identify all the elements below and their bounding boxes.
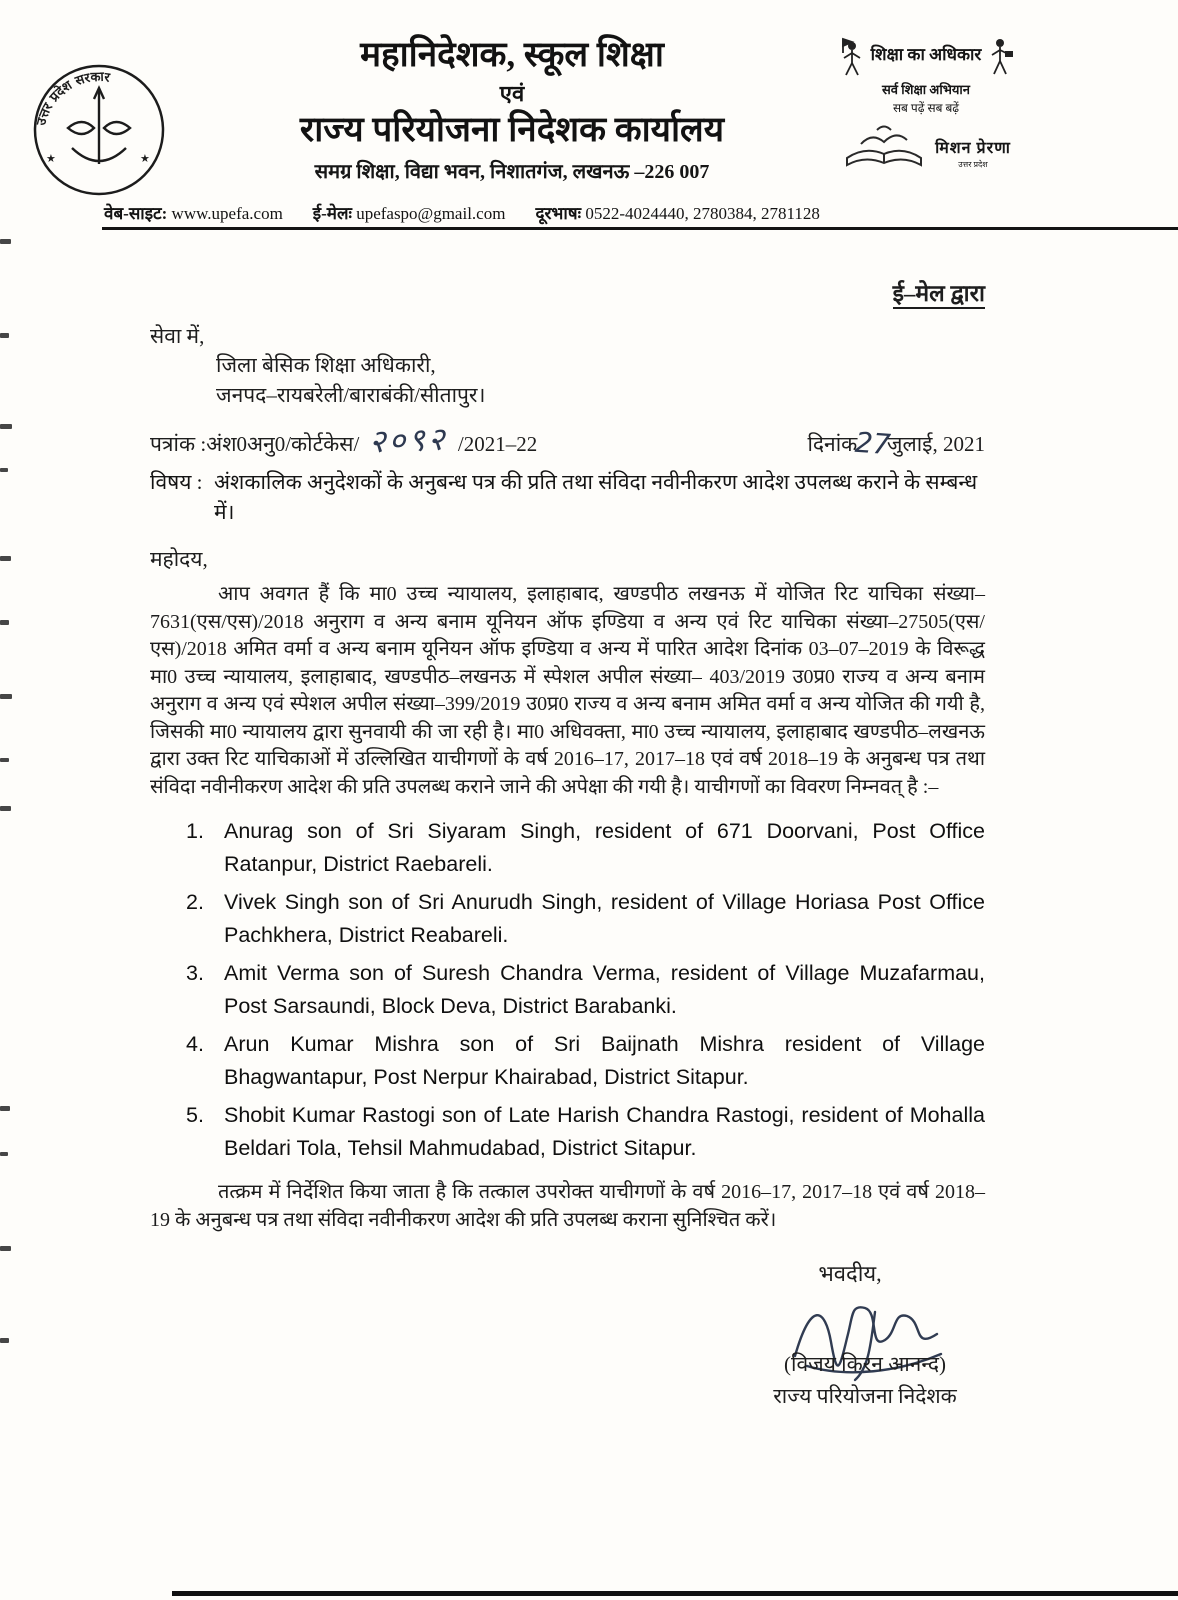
org-address: समग्र शिक्षा, विद्या भवन, निशातगंज, लखनऊ –226 007	[314, 161, 710, 184]
list-item-text: Amit Verma son of Suresh Chandra Verma, resident of Village Muzafarmau, Post Sarsaundi, Block Deva, District Barabanki.	[224, 961, 985, 1018]
mission-prerna-wordmark: मिशन प्रेरणा	[935, 140, 1011, 157]
list-item-text: Anurag son of Sri Siyaram Singh, resident of 671 Doorvani, Post Office Ratanpur, District Raebareli.	[224, 819, 985, 876]
list-item-text: Vivek Singh son of Sri Anurudh Singh, resident of Village Horiasa Post Office Pachkhera, District Reabareli.	[224, 890, 985, 947]
scan-artifact	[0, 239, 11, 244]
salutation: महोदय,	[150, 547, 208, 571]
phone-value: 0522-4024440, 2780384, 2781128	[585, 204, 820, 223]
scan-artifact	[0, 806, 11, 811]
letter-body	[0, 236, 1178, 1410]
ref-label: पत्रांक :अंश0अनु0/कोर्टकेस/	[150, 432, 360, 456]
phone-label: दूरभाषः	[535, 204, 582, 223]
emblem-star-left: ★	[46, 152, 56, 165]
list-item-number: 2.	[186, 890, 204, 914]
contact-line	[104, 201, 820, 224]
list-item	[186, 957, 985, 1023]
list-item-number: 5.	[186, 1103, 204, 1127]
scan-bottom-edge	[172, 1591, 1178, 1596]
letterhead-divider	[102, 227, 1178, 230]
delivery-mode: ई–मेल द्वारा	[893, 281, 985, 309]
rte-heading: शिक्षा का अधिकार	[870, 45, 982, 64]
scan-artifact	[0, 1152, 8, 1156]
scan-artifact	[0, 758, 9, 762]
ref-year: /2021–22	[457, 432, 538, 456]
email-label: ई-मेलः	[312, 204, 352, 223]
body-paragraph-2: तत्क्रम में निर्देशित किया जाता है कि तत्काल उपरोक्त याचीगणों के वर्ष 2016–17, 2017–18 एवं वर्ष 2018–19 के अनुबन्ध पत्र तथा संविदा नवीनीकरण आदेश की प्रति उपलब्ध कराना सुनिश्चित करें।	[150, 1181, 985, 1231]
list-item-text: Shobit Kumar Rastogi son of Late Harish Chandra Rastogi, resident of Mohalla Beldari Tola, Tehsil Mahmudabad, District Sitapur.	[224, 1103, 985, 1160]
list-item	[186, 1028, 985, 1094]
email-value: upefaspo@gmail.com	[356, 204, 506, 223]
list-item-number: 1.	[186, 819, 204, 843]
date-day-handwritten: 27	[854, 425, 893, 462]
scan-artifact	[0, 1338, 9, 1343]
subject-text: अंशकालिक अनुदेशकों के अनुबन्ध पत्र की प्रति तथा संविदा नवीनीकरण आदेश उपलब्ध कराने के सम्बन्ध में।	[214, 470, 978, 524]
reference-left	[150, 418, 537, 461]
body-paragraph-1: आप अवगत हैं कि मा0 उच्च न्यायालय, इलाहाबाद, खण्डपीठ लखनऊ में योजित रिट याचिका संख्या– 7631(एस/एस)/2018 अनुराग व अन्य बनाम यूनियन ऑफ इण्डिया व अन्य एवं रिट याचिका संख्या–27505(एस/एस)/2018 अमित वर्मा व अन्य बनाम यूनियन ऑफ इण्डिया व अन्य में पारित आदेश दिनांक 03–07–2019 के विरूद्ध मा0 उच्च न्यायालय, इलाहाबाद, खण्डपीठ–लखनऊ में स्पेशल अपील संख्या– 403/2019 उ0प्र0 राज्य व अन्य बनाम अनुराग व अन्य एवं स्पेशल अपील संख्या–399/2019 उ0प्र0 राज्य व अन्य बनाम अमित वर्मा व अन्य योजित की गयी है, जिसकी मा0 न्यायालय द्वारा सुनवायी की जा रही है। मा0 अधिवक्ता, मा0 उच्च न्यायालय, इलाहाबाद खण्डपीठ–लखनऊ द्वारा उक्त रिट याचिकाओं में उल्लिखित याचीगणों के वर्ष 2016–17, 2017–18 एवं वर्ष 2018–19 के अनुबन्ध पत्र तथा संविदा नवीनीकरण आदेश की प्रति उपलब्ध कराने जाने की अपेक्षा की गयी है। याचीगणों का विवरण निम्नवत् है :–	[150, 583, 985, 798]
date-group	[807, 425, 985, 462]
scan-artifact	[0, 556, 11, 561]
scan-artifact	[0, 1246, 11, 1251]
date-rest: जुलाई, 2021	[886, 432, 985, 456]
date-label: दिनांक	[807, 432, 858, 456]
rte-logo-block	[806, 36, 1046, 170]
up-government-emblem	[26, 48, 172, 208]
org-title-line2: राज्य परियोजना निदेशक कार्यालय	[299, 109, 725, 149]
signatory-title: राज्य परियोजना निदेशक	[773, 1384, 957, 1408]
closing-block	[745, 1258, 985, 1410]
emblem-star-right: ★	[140, 152, 150, 165]
reference-row	[150, 418, 985, 461]
list-item	[186, 1099, 985, 1165]
list-item-text: Arun Kumar Mishra son of Sri Baijnath Mishra resident of Village Bhagwantapur, Post Nerpur Khairabad, District Sitapur.	[224, 1032, 985, 1089]
child-with-flag-icon	[837, 36, 865, 78]
list-item-number: 3.	[186, 961, 204, 985]
website-value: www.upefa.com	[171, 204, 283, 223]
letterhead	[0, 0, 1178, 236]
org-title-conjunction: एवं	[499, 80, 525, 106]
scan-artifact	[0, 468, 8, 472]
closing-word: भवदीय,	[818, 1261, 882, 1286]
org-title-line1: महानिदेशक, स्कूल शिक्षा	[360, 35, 664, 74]
fish-and-bow-icon	[68, 88, 130, 164]
letterhead-org-block	[222, 34, 802, 184]
to-label: सेवा में,	[150, 324, 205, 348]
open-book-icon	[841, 120, 927, 170]
ref-number-handwritten: २०९२	[368, 419, 449, 461]
subject-row	[150, 467, 985, 527]
scan-artifact	[0, 620, 9, 625]
delivery-mode-row	[150, 276, 985, 308]
list-item-number: 4.	[186, 1032, 204, 1056]
mission-prerna-subtext: उत्तर प्रदेश	[958, 160, 988, 169]
subject-label: विषय :	[150, 470, 203, 494]
signatory-name: (विजय किरन आनन्द)	[784, 1352, 946, 1376]
addressee-line2: जनपद–रायबरेली/बाराबंकी/सीतापुर।	[216, 383, 486, 407]
addressee-line1: जिला बेसिक शिक्षा अधिकारी,	[216, 353, 436, 377]
list-item	[186, 815, 985, 881]
rte-subline1: सर्व शिक्षा अभियान	[882, 82, 970, 97]
scan-artifact	[0, 424, 12, 429]
rte-subline2: सब पढ़ें सब बढ़ें	[892, 101, 960, 115]
scan-artifact	[0, 333, 9, 338]
scan-artifact	[0, 1106, 10, 1111]
child-with-book-icon	[987, 36, 1015, 78]
scan-artifact	[0, 694, 12, 699]
emblem-arc-text: उत्तर प्रदेश सरकार	[34, 69, 111, 128]
website-label: वेब-साइट:	[104, 204, 168, 223]
list-item	[186, 886, 985, 952]
petitioner-list	[186, 815, 985, 1165]
